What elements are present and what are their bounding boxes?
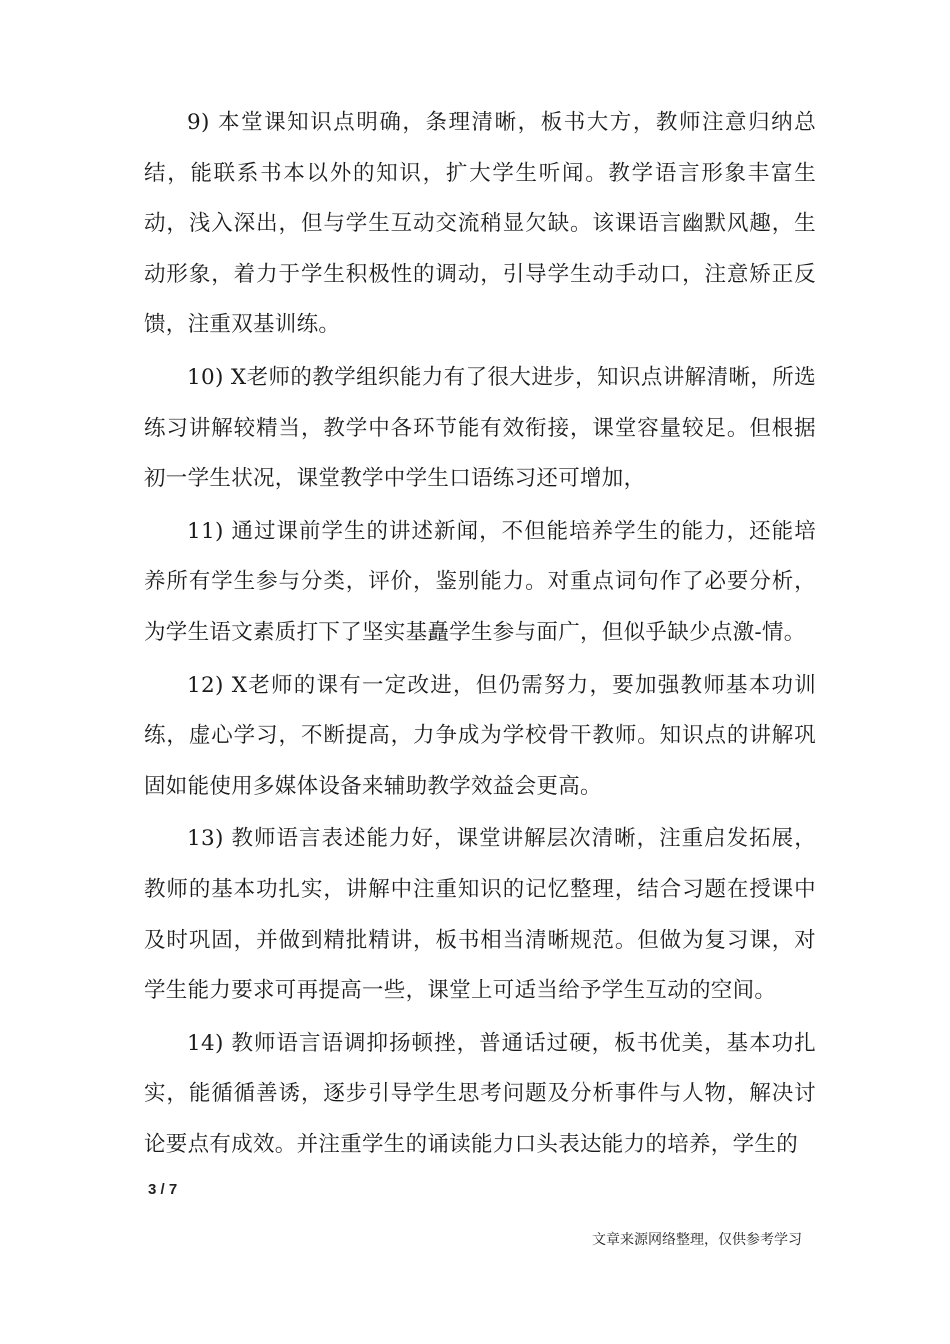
paragraph-9: 9) 本堂课知识点明确，条理清晰，板书大方，教师注意归纳总结，能联系书本以外的知识，扩大学生听闻。教学语言形象丰富生动，浅入深出，但与学生互动交流稍显欠缺。该课语言幽默风趣，生动形象，着力于学生积极性的调动，引导学生动手动口，注意矫正反馈，注重双基训练。 bbox=[144, 110, 816, 338]
paragraph-14: 14) 教师语言语调抑扬顿挫，普通话过硬，板书优美，基本功扎实，能循循善诱，逐步引导学生思考问题及分析事件与人物，解决讨论要点有成效。并注重学生的诵读能力口头表达能力的培养，学生的 bbox=[144, 1030, 816, 1157]
paragraph-13: 13) 教师语言表述能力好，课堂讲解层次清晰，注重启发拓展，教师的基本功扎实，讲解中注重知识的记忆整理，结合习题在授课中及时巩固，并做到精批精讲，板书相当清晰规范。但做为复习课，对学生能力要求可再提高一些，课堂上可适当给予学生互动的空间。 bbox=[144, 826, 816, 1004]
paragraph-11: 11) 通过课前学生的讲述新闻，不但能培养学生的能力，还能培养所有学生参与分类，评价，鉴别能力。对重点词句作了必要分析，为学生语文素质打下了坚实基矗学生参与面广，但似乎缺少点激-情。 bbox=[144, 518, 816, 645]
paragraph-12: 12) X老师的课有一定改进，但仍需努力，要加强教师基本功训练，虚心学习，不断提高，力争成为学校骨干教师。知识点的讲解巩固如能使用多媒体设备来辅助教学效益会更高。 bbox=[144, 672, 816, 799]
source-note: 文章来源网络整理，仅供参考学习 bbox=[592, 1232, 802, 1248]
page-number: 3 / 7 bbox=[148, 1181, 178, 1198]
document-body bbox=[144, 98, 816, 1172]
paragraph-10: 10) X老师的教学组织能力有了很大进步，知识点讲解清晰，所选练习讲解较精当，教学中各环节能有效衔接，课堂容量较足。但根据初一学生状况，课堂教学中学生口语练习还可增加， bbox=[144, 364, 816, 492]
